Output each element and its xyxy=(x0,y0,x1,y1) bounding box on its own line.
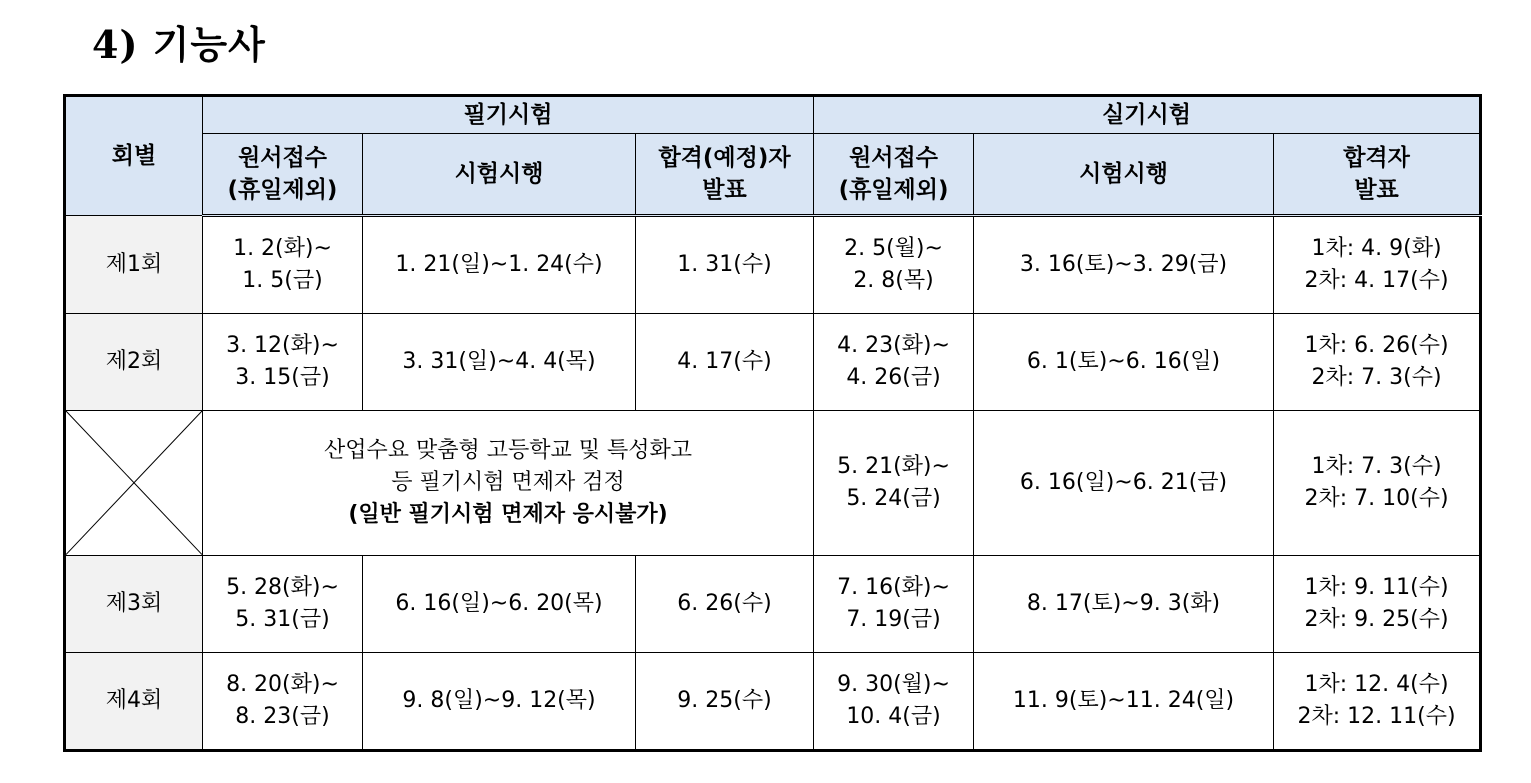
header-line: (휴일제외) xyxy=(227,177,338,203)
cell-line: 2. 8(목) xyxy=(853,268,934,294)
table-row xyxy=(65,411,1481,556)
written-exam-cell: 3. 31(일)~4. 4(목) xyxy=(363,314,636,411)
practical-result-cell xyxy=(1274,555,1481,652)
header-line: 원서접수 xyxy=(238,145,327,171)
header-practical-group: 실기시험 xyxy=(814,96,1481,134)
cell-line: 5. 31(금) xyxy=(235,606,330,632)
cell-line: 7. 19(금) xyxy=(846,606,941,632)
cross-mark-icon xyxy=(66,411,202,555)
practical-apply-cell xyxy=(814,652,974,750)
cell-line: 7. 16(화)~ xyxy=(837,574,950,600)
written-apply-cell xyxy=(203,555,363,652)
practical-apply-cell xyxy=(814,411,974,556)
schedule-table xyxy=(63,94,1482,752)
header-round: 회별 xyxy=(65,96,203,216)
practical-result-cell xyxy=(1274,411,1481,556)
cell-line: 1. 5(금) xyxy=(242,268,323,294)
cell-line: 2차: 4. 17(수) xyxy=(1304,268,1449,294)
cell-line: 1차: 9. 11(수) xyxy=(1304,574,1449,600)
header-written-exam: 시험시행 xyxy=(363,134,636,216)
round-cell: 제4회 xyxy=(65,652,203,750)
practical-apply-cell xyxy=(814,216,974,314)
cell-line: 8. 20(화)~ xyxy=(226,671,339,697)
empty-round-cell xyxy=(65,411,203,556)
practical-result-cell xyxy=(1274,314,1481,411)
practical-exam-cell: 8. 17(토)~9. 3(화) xyxy=(974,555,1274,652)
written-exam-cell: 1. 21(일)~1. 24(수) xyxy=(363,216,636,314)
cell-line: 2차: 7. 3(수) xyxy=(1311,365,1442,391)
header-written-apply xyxy=(203,134,363,216)
cell-line: 5. 28(화)~ xyxy=(226,574,339,600)
practical-exam-cell: 3. 16(토)~3. 29(금) xyxy=(974,216,1274,314)
cell-line: 4. 26(금) xyxy=(846,365,941,391)
header-line: 원서접수 xyxy=(849,145,938,171)
header-written-result xyxy=(636,134,814,216)
header-line: 발표 xyxy=(702,177,747,203)
cell-line: 2차: 9. 25(수) xyxy=(1304,606,1449,632)
written-exam-cell: 6. 16(일)~6. 20(목) xyxy=(363,555,636,652)
cell-line: 1차: 7. 3(수) xyxy=(1311,453,1442,479)
table-row xyxy=(65,314,1481,411)
round-cell: 제1회 xyxy=(65,216,203,314)
header-practical-result xyxy=(1274,134,1481,216)
notice-line: 등 필기시험 면제자 검정 xyxy=(391,469,625,495)
cell-line: 2차: 7. 10(수) xyxy=(1304,485,1449,511)
header-written-group: 필기시험 xyxy=(203,96,814,134)
header-line: (휴일제외) xyxy=(838,177,949,203)
header-line: 합격자 xyxy=(1343,145,1410,171)
round-cell: 제2회 xyxy=(65,314,203,411)
cell-line: 3. 15(금) xyxy=(235,365,330,391)
written-apply-cell xyxy=(203,314,363,411)
cell-line: 5. 21(화)~ xyxy=(837,453,950,479)
practical-apply-cell xyxy=(814,555,974,652)
round-cell: 제3회 xyxy=(65,555,203,652)
header-practical-apply xyxy=(814,134,974,216)
practical-result-cell xyxy=(1274,652,1481,750)
practical-exam-cell: 11. 9(토)~11. 24(일) xyxy=(974,652,1274,750)
table-row xyxy=(65,652,1481,750)
written-apply-cell xyxy=(203,216,363,314)
practical-exam-cell: 6. 16(일)~6. 21(금) xyxy=(974,411,1274,556)
practical-apply-cell xyxy=(814,314,974,411)
written-result-cell: 4. 17(수) xyxy=(636,314,814,411)
cell-line: 5. 24(금) xyxy=(846,485,941,511)
cell-line: 8. 23(금) xyxy=(235,703,330,729)
written-result-cell: 6. 26(수) xyxy=(636,555,814,652)
practical-result-cell xyxy=(1274,216,1481,314)
notice-line-emphasis: (일반 필기시험 면제자 응시불가) xyxy=(348,501,668,527)
written-result-cell: 1. 31(수) xyxy=(636,216,814,314)
written-exam-cell: 9. 8(일)~9. 12(목) xyxy=(363,652,636,750)
cell-line: 9. 30(월)~ xyxy=(837,671,950,697)
table-row xyxy=(65,216,1481,314)
exemption-notice-cell xyxy=(203,411,814,556)
page-title: 4) 기능사 xyxy=(92,22,266,67)
notice-line: 산업수요 맞춤형 고등학교 및 특성화고 xyxy=(324,437,693,463)
cell-line: 1. 2(화)~ xyxy=(233,236,332,262)
header-line: 합격(예정)자 xyxy=(658,145,791,171)
table-row xyxy=(65,555,1481,652)
written-result-cell: 9. 25(수) xyxy=(636,652,814,750)
cell-line: 1차: 12. 4(수) xyxy=(1304,671,1449,697)
cell-line: 10. 4(금) xyxy=(846,703,941,729)
header-practical-exam: 시험시행 xyxy=(974,134,1274,216)
practical-exam-cell: 6. 1(토)~6. 16(일) xyxy=(974,314,1274,411)
cell-line: 3. 12(화)~ xyxy=(226,333,339,359)
written-apply-cell xyxy=(203,652,363,750)
header-line: 발표 xyxy=(1354,177,1399,203)
cell-line: 2차: 12. 11(수) xyxy=(1297,703,1456,729)
cell-line: 4. 23(화)~ xyxy=(837,333,950,359)
cell-line: 1차: 6. 26(수) xyxy=(1304,333,1449,359)
cell-line: 1차: 4. 9(화) xyxy=(1311,236,1442,262)
cell-line: 2. 5(월)~ xyxy=(844,236,943,262)
